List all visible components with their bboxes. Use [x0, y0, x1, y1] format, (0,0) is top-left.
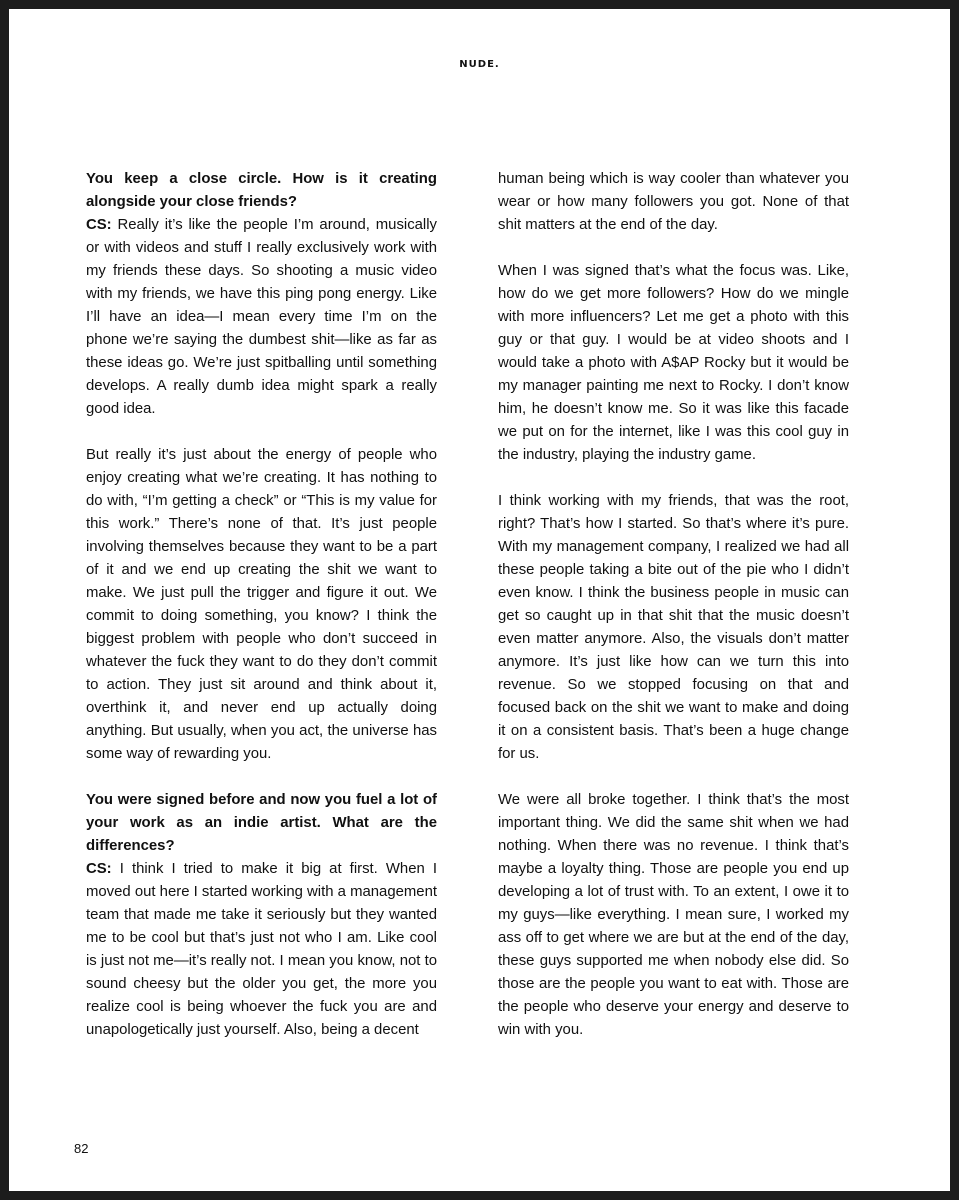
masthead-logo: NUDE.	[459, 59, 500, 70]
right-column	[498, 168, 849, 1042]
paragraph-right-4: We were all broke together. I think that’s the most important thing. We did the same shit when we had nothing. When there was no revenue. I think that’s maybe a loyalty thing. Those are people you end up developing a lot of trust with. To an extent, I owe it to my guys—like everything. I mean sure, I worked my ass off to get where we are but at the end of the day, these guys supported me when nobody else did. So those are the people you want to eat with. Those are the people who deserve your energy and deserve to win with you.	[498, 792, 849, 1038]
left-column	[86, 168, 437, 1042]
speaker-label: CS:	[86, 217, 112, 233]
interview-question-1-block	[86, 168, 437, 421]
interview-question-2-block	[86, 789, 437, 1042]
answer-2-text: I think I tried to make it big at first. When I moved out here I started working with a management team that made me take it seriously but they wanted me to be cool but that’s just not who I am. Like cool is just not me—it’s really not. I mean you know, not to sound cheesy but the older you get, the more you realize cool is being whoever the fuck you are and unapologetically just yourself. Also, being a decent	[86, 861, 437, 1038]
magazine-page	[9, 9, 950, 1191]
speaker-label: CS:	[86, 861, 112, 877]
answer-1-text: Really it’s like the people I’m around, musically or with videos and stuff I really exclusively work with my friends these days. So shooting a music video with my friends, we have this ping pong energy. Like I’ll have an idea—I mean every time I’m on the phone we’re saying the dumbest shit—like as far as these ideas go. We’re just spitballing until something develops. A really dumb idea might spark a really good idea.	[86, 217, 437, 417]
interview-question-2: You were signed before and now you fuel a lot of your work as an indie artist. What are the differences?	[86, 792, 437, 854]
paragraph-right-1: human being which is way cooler than whatever you wear or how many followers you got. None of that shit matters at the end of the day.	[498, 171, 849, 233]
paragraph-left-2: But really it’s just about the energy of people who enjoy creating what we’re creating. It has nothing to do with, “I’m getting a check” or “This is my value for this work.” There’s none of that. It’s just people involving themselves because they want to be a part of it and we end up creating the shit we want to make. We just pull the trigger and figure it out. We commit to doing something, you know? I think the biggest problem with people who don’t succeed in whatever the fuck they want to do they don’t commit to action. They just sit around and think about it, overthink it, and never end up actually doing anything. But usually, when you act, the universe has some way of rewarding you.	[86, 447, 437, 762]
interview-question-1: You keep a close circle. How is it creating alongside your close friends?	[86, 171, 437, 210]
paragraph-right-3: I think working with my friends, that was the root, right? That’s how I started. So that’s where it’s pure. With my management company, I realized we had all these people taking a bite out of the pie who I didn’t even know. I think the business people in music can get so caught up in that shit that the music doesn’t even matter anymore. Also, the visuals don’t matter anymore. It’s just like how can we turn this into revenue. So we stopped focusing on that and focused back on the shit we want to make and doing it on a consistent basis. That’s been a huge change for us.	[498, 493, 849, 762]
paragraph-right-2: When I was signed that’s what the focus was. Like, how do we get more followers? How do we mingle with more influencers? Let me get a photo with this guy or that guy. I would be at video shoots and I would take a photo with A$AP Rocky but it would be my manager painting me next to Rocky. I don’t know him, he doesn’t know me. So it was like this facade we put on for the internet, like I was this cool guy in the industry, playing the industry game.	[498, 263, 849, 463]
page-number: 82	[74, 1141, 89, 1156]
